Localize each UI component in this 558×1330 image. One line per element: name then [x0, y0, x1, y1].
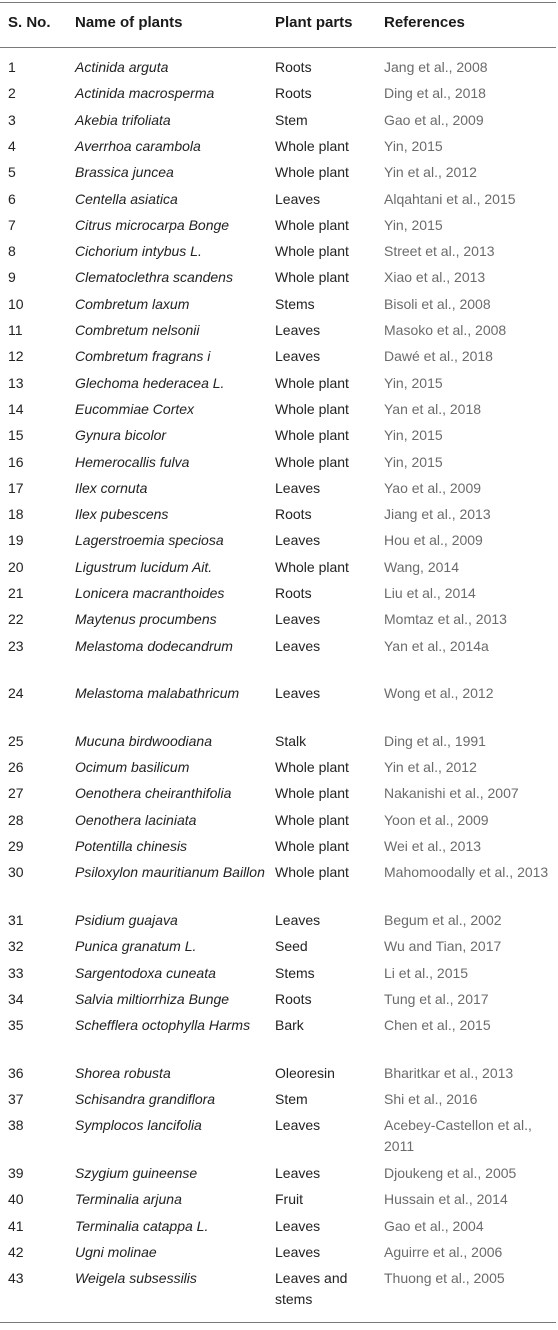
- plant-part: Stem: [275, 111, 308, 128]
- row-number: 23: [8, 637, 24, 654]
- plant-name: Sargentodoxa cuneata: [75, 964, 216, 981]
- plant-name: Szygium guineense: [75, 1164, 198, 1181]
- row-number: 4: [8, 137, 16, 154]
- plant-name: Citrus microcarpa Bonge: [75, 216, 230, 233]
- plant-part: Leaves: [275, 1164, 321, 1181]
- plant-part: Leaves: [275, 1243, 321, 1260]
- row-number: 13: [8, 374, 24, 391]
- reference: Thuong et al., 2005: [384, 1270, 505, 1287]
- row-number: 19: [8, 532, 24, 549]
- plant-name: Averrhoa carambola: [75, 137, 201, 154]
- plant-part: Whole plant: [275, 164, 349, 181]
- row-number: 7: [8, 216, 16, 233]
- plant-part: Leaves: [275, 1117, 321, 1134]
- plant-part: Roots: [275, 59, 312, 75]
- reference: Djoukeng et al., 2005: [384, 1164, 517, 1181]
- plant-name: Clematoclethra scandens: [75, 269, 233, 286]
- reference: Wong et al., 2012: [384, 685, 494, 702]
- reference: Gao et al., 2004: [384, 1217, 484, 1234]
- plant-part: Whole plant: [275, 243, 349, 260]
- header-plant-name: Name of plants: [75, 14, 183, 31]
- table-header: [0, 0, 558, 48]
- row-number: 24: [8, 685, 24, 702]
- plant-part: Roots: [275, 585, 312, 601]
- plant-name: Combretum fragrans i: [75, 348, 211, 365]
- bottom-rule: [0, 1322, 556, 1323]
- plant-name: Schefflera octophylla Harms: [75, 1017, 251, 1034]
- row-number: 38: [8, 1117, 24, 1134]
- reference: Yan et al., 2018: [384, 400, 482, 417]
- reference: Li et al., 2015: [384, 964, 469, 981]
- reference: Yin et al., 2012: [384, 164, 477, 181]
- row-number: 25: [8, 732, 24, 749]
- reference: Yan et al., 2014a: [384, 637, 489, 654]
- plant-name: Schisandra grandiflora: [75, 1091, 216, 1107]
- plant-part: Leaves: [275, 1217, 321, 1234]
- plant-name: Ugni molinae: [75, 1243, 157, 1260]
- reference: Hou et al., 2009: [384, 532, 483, 549]
- plant-part: Whole plant: [275, 558, 349, 575]
- reference: Jang et al., 2008: [384, 59, 488, 75]
- plant-part: Leaves: [275, 322, 321, 338]
- reference: Street et al., 2013: [384, 243, 495, 260]
- reference: Dawé et al., 2018: [384, 348, 493, 365]
- plant-part: Bark: [275, 1017, 304, 1034]
- header-plant-parts: Plant parts: [275, 14, 353, 31]
- reference: Acebey-Castellon et al., 2011: [384, 1117, 532, 1155]
- row-number: 16: [8, 453, 24, 470]
- plant-part: Roots: [275, 990, 312, 1007]
- row-number: 42: [8, 1243, 24, 1260]
- row-number: 9: [8, 269, 16, 286]
- reference: Nakanishi et al., 2007: [384, 785, 519, 802]
- row-number: 17: [8, 479, 24, 496]
- reference: Yin, 2015: [384, 427, 443, 444]
- header-references: References: [384, 14, 465, 31]
- row-number: 5: [8, 164, 16, 181]
- reference: Yoon et al., 2009: [384, 811, 489, 828]
- plant-name: Psiloxylon mauritianum Baillon: [75, 864, 265, 881]
- reference: Ding et al., 1991: [384, 732, 486, 749]
- plant-part: Whole plant: [275, 427, 349, 444]
- row-number: 10: [8, 295, 24, 312]
- plant-name: Mucuna birdwoodiana: [75, 732, 212, 749]
- plant-name: Combretum laxum: [75, 295, 190, 312]
- plant-part: Whole plant: [275, 864, 349, 881]
- plant-name: Weigela subsessilis: [75, 1270, 197, 1287]
- plant-name: Potentilla chinesis: [75, 838, 188, 854]
- plant-name: Ilex cornuta: [75, 479, 148, 496]
- row-number: 28: [8, 811, 24, 828]
- reference: Alqahtani et al., 2015: [384, 190, 516, 207]
- plant-name: Brassica juncea: [75, 164, 174, 181]
- plant-part: Leaves: [275, 190, 321, 207]
- row-number: 41: [8, 1217, 24, 1234]
- reference: Yao et al., 2009: [384, 479, 482, 496]
- plant-name: Cichorium intybus L.: [75, 243, 202, 260]
- row-number: 18: [8, 506, 24, 523]
- row-number: 37: [8, 1091, 24, 1107]
- row-number: 29: [8, 838, 24, 854]
- plant-name: Symplocos lancifolia: [75, 1117, 202, 1134]
- reference: Xiao et al., 2013: [384, 269, 486, 286]
- reference: Yin, 2015: [384, 216, 443, 233]
- plant-part: Roots: [275, 85, 312, 102]
- plant-name: Lonicera macranthoides: [75, 585, 225, 601]
- plant-name: Centella asiatica: [75, 190, 178, 207]
- plant-part: Whole plant: [275, 137, 349, 154]
- plant-name: Lagerstroemia speciosa: [75, 532, 224, 549]
- plant-name: Hemerocallis fulva: [75, 453, 190, 470]
- row-number: 40: [8, 1191, 24, 1208]
- reference: Chen et al., 2015: [384, 1017, 491, 1034]
- plant-part: Leaves: [275, 611, 321, 628]
- plant-part: Whole plant: [275, 216, 349, 233]
- row-number: 1: [8, 59, 16, 75]
- plant-part: Stems: [275, 964, 315, 981]
- reference: Wei et al., 2013: [384, 838, 482, 854]
- row-number: 34: [8, 990, 24, 1007]
- plant-name: Ocimum basilicum: [75, 759, 190, 776]
- reference: Begum et al., 2002: [384, 911, 502, 928]
- plant-part: Oleoresin: [275, 1064, 335, 1081]
- row-number: 8: [8, 243, 16, 260]
- plant-name: Terminalia catappa L.: [75, 1217, 209, 1234]
- plant-name: Melastoma malabathricum: [75, 685, 240, 702]
- plant-name: Shorea robusta: [75, 1064, 171, 1081]
- plant-part: Whole plant: [275, 811, 349, 828]
- plant-name: Glechoma hederacea L.: [75, 374, 225, 391]
- plant-name: Actinida arguta: [75, 59, 169, 75]
- row-number: 27: [8, 785, 24, 802]
- plant-part: Stem: [275, 1091, 308, 1107]
- plant-name: Maytenus procumbens: [75, 611, 217, 628]
- plant-part: Leaves: [275, 685, 321, 702]
- row-number: 43: [8, 1270, 24, 1287]
- row-number: 12: [8, 348, 24, 365]
- plant-name: Ilex pubescens: [75, 506, 169, 523]
- row-number: 3: [8, 111, 16, 128]
- reference: Ding et al., 2018: [384, 85, 486, 102]
- row-number: 6: [8, 190, 16, 207]
- plant-part: Roots: [275, 506, 312, 523]
- plant-name: Psidium guajava: [75, 911, 178, 928]
- row-number: 32: [8, 938, 24, 955]
- plant-part: Leaves: [275, 637, 321, 654]
- reference: Yin, 2015: [384, 374, 443, 391]
- plant-name: Combretum nelsonii: [75, 322, 200, 338]
- plant-name: Actinida macrosperma: [75, 85, 215, 102]
- plant-name: Terminalia arjuna: [75, 1191, 182, 1208]
- plant-part: Leaves: [275, 479, 321, 496]
- reference: Mahomoodally et al., 2013: [384, 864, 549, 881]
- row-number: 35: [8, 1017, 24, 1034]
- row-number: 2: [8, 85, 16, 102]
- plant-part: Whole plant: [275, 374, 349, 391]
- row-number: 15: [8, 427, 24, 444]
- reference: Masoko et al., 2008: [384, 322, 507, 338]
- header-sno: S. No.: [8, 14, 51, 31]
- plant-part: Stems: [275, 295, 315, 312]
- plant-name: Oenothera laciniata: [75, 811, 197, 828]
- header-rule: [0, 47, 556, 48]
- reference: Bharitkar et al., 2013: [384, 1064, 514, 1081]
- plant-part: Leaves: [275, 911, 321, 928]
- plant-name: Salvia miltiorrhiza Bunge: [75, 990, 230, 1007]
- plant-part: Whole plant: [275, 453, 349, 470]
- reference: Shi et al., 2016: [384, 1091, 478, 1107]
- reference: Tung et al., 2017: [384, 990, 489, 1007]
- reference: Gao et al., 2009: [384, 111, 484, 128]
- plant-part: Leaves and stems: [275, 1270, 348, 1308]
- row-number: 11: [8, 322, 23, 338]
- reference: Yin, 2015: [384, 453, 443, 470]
- plant-name: Oenothera cheiranthifolia: [75, 785, 232, 802]
- row-number: 26: [8, 759, 24, 776]
- row-number: 21: [8, 585, 24, 601]
- plant-part: Seed: [275, 938, 308, 955]
- plant-name: Eucommiae Cortex: [75, 400, 195, 417]
- reference: Liu et al., 2014: [384, 585, 476, 601]
- row-number: 30: [8, 864, 24, 881]
- plant-part: Leaves: [275, 348, 321, 365]
- plant-name: Gynura bicolor: [75, 427, 167, 444]
- row-number: 20: [8, 558, 24, 575]
- row-number: 39: [8, 1164, 24, 1181]
- plant-name: Ligustrum lucidum Ait.: [75, 558, 213, 575]
- row-number: 33: [8, 964, 24, 981]
- reference: Yin et al., 2012: [384, 759, 477, 776]
- reference: Yin, 2015: [384, 137, 443, 154]
- row-number: 14: [8, 400, 24, 417]
- reference: Wu and Tian, 2017: [384, 938, 502, 955]
- plant-part: Whole plant: [275, 759, 349, 776]
- reference: Jiang et al., 2013: [384, 506, 491, 523]
- plant-part: Whole plant: [275, 269, 349, 286]
- row-number: 36: [8, 1064, 24, 1081]
- reference: Bisoli et al., 2008: [384, 295, 491, 312]
- plant-part: Whole plant: [275, 785, 349, 802]
- plant-name: Melastoma dodecandrum: [75, 637, 233, 654]
- plant-name: Punica granatum L.: [75, 938, 197, 955]
- plant-part: Whole plant: [275, 838, 349, 854]
- reference: Wang, 2014: [384, 558, 459, 575]
- row-number: 31: [8, 911, 24, 928]
- row-number: 22: [8, 611, 24, 628]
- plant-part: Stalk: [275, 732, 307, 749]
- plant-part: Fruit: [275, 1191, 303, 1208]
- plant-name: Akebia trifoliata: [75, 111, 171, 128]
- reference: Aguirre et al., 2006: [384, 1243, 503, 1260]
- reference: Hussain et al., 2014: [384, 1191, 508, 1208]
- plant-part: Whole plant: [275, 400, 349, 417]
- reference: Momtaz et al., 2013: [384, 611, 507, 628]
- plant-part: Leaves: [275, 532, 321, 549]
